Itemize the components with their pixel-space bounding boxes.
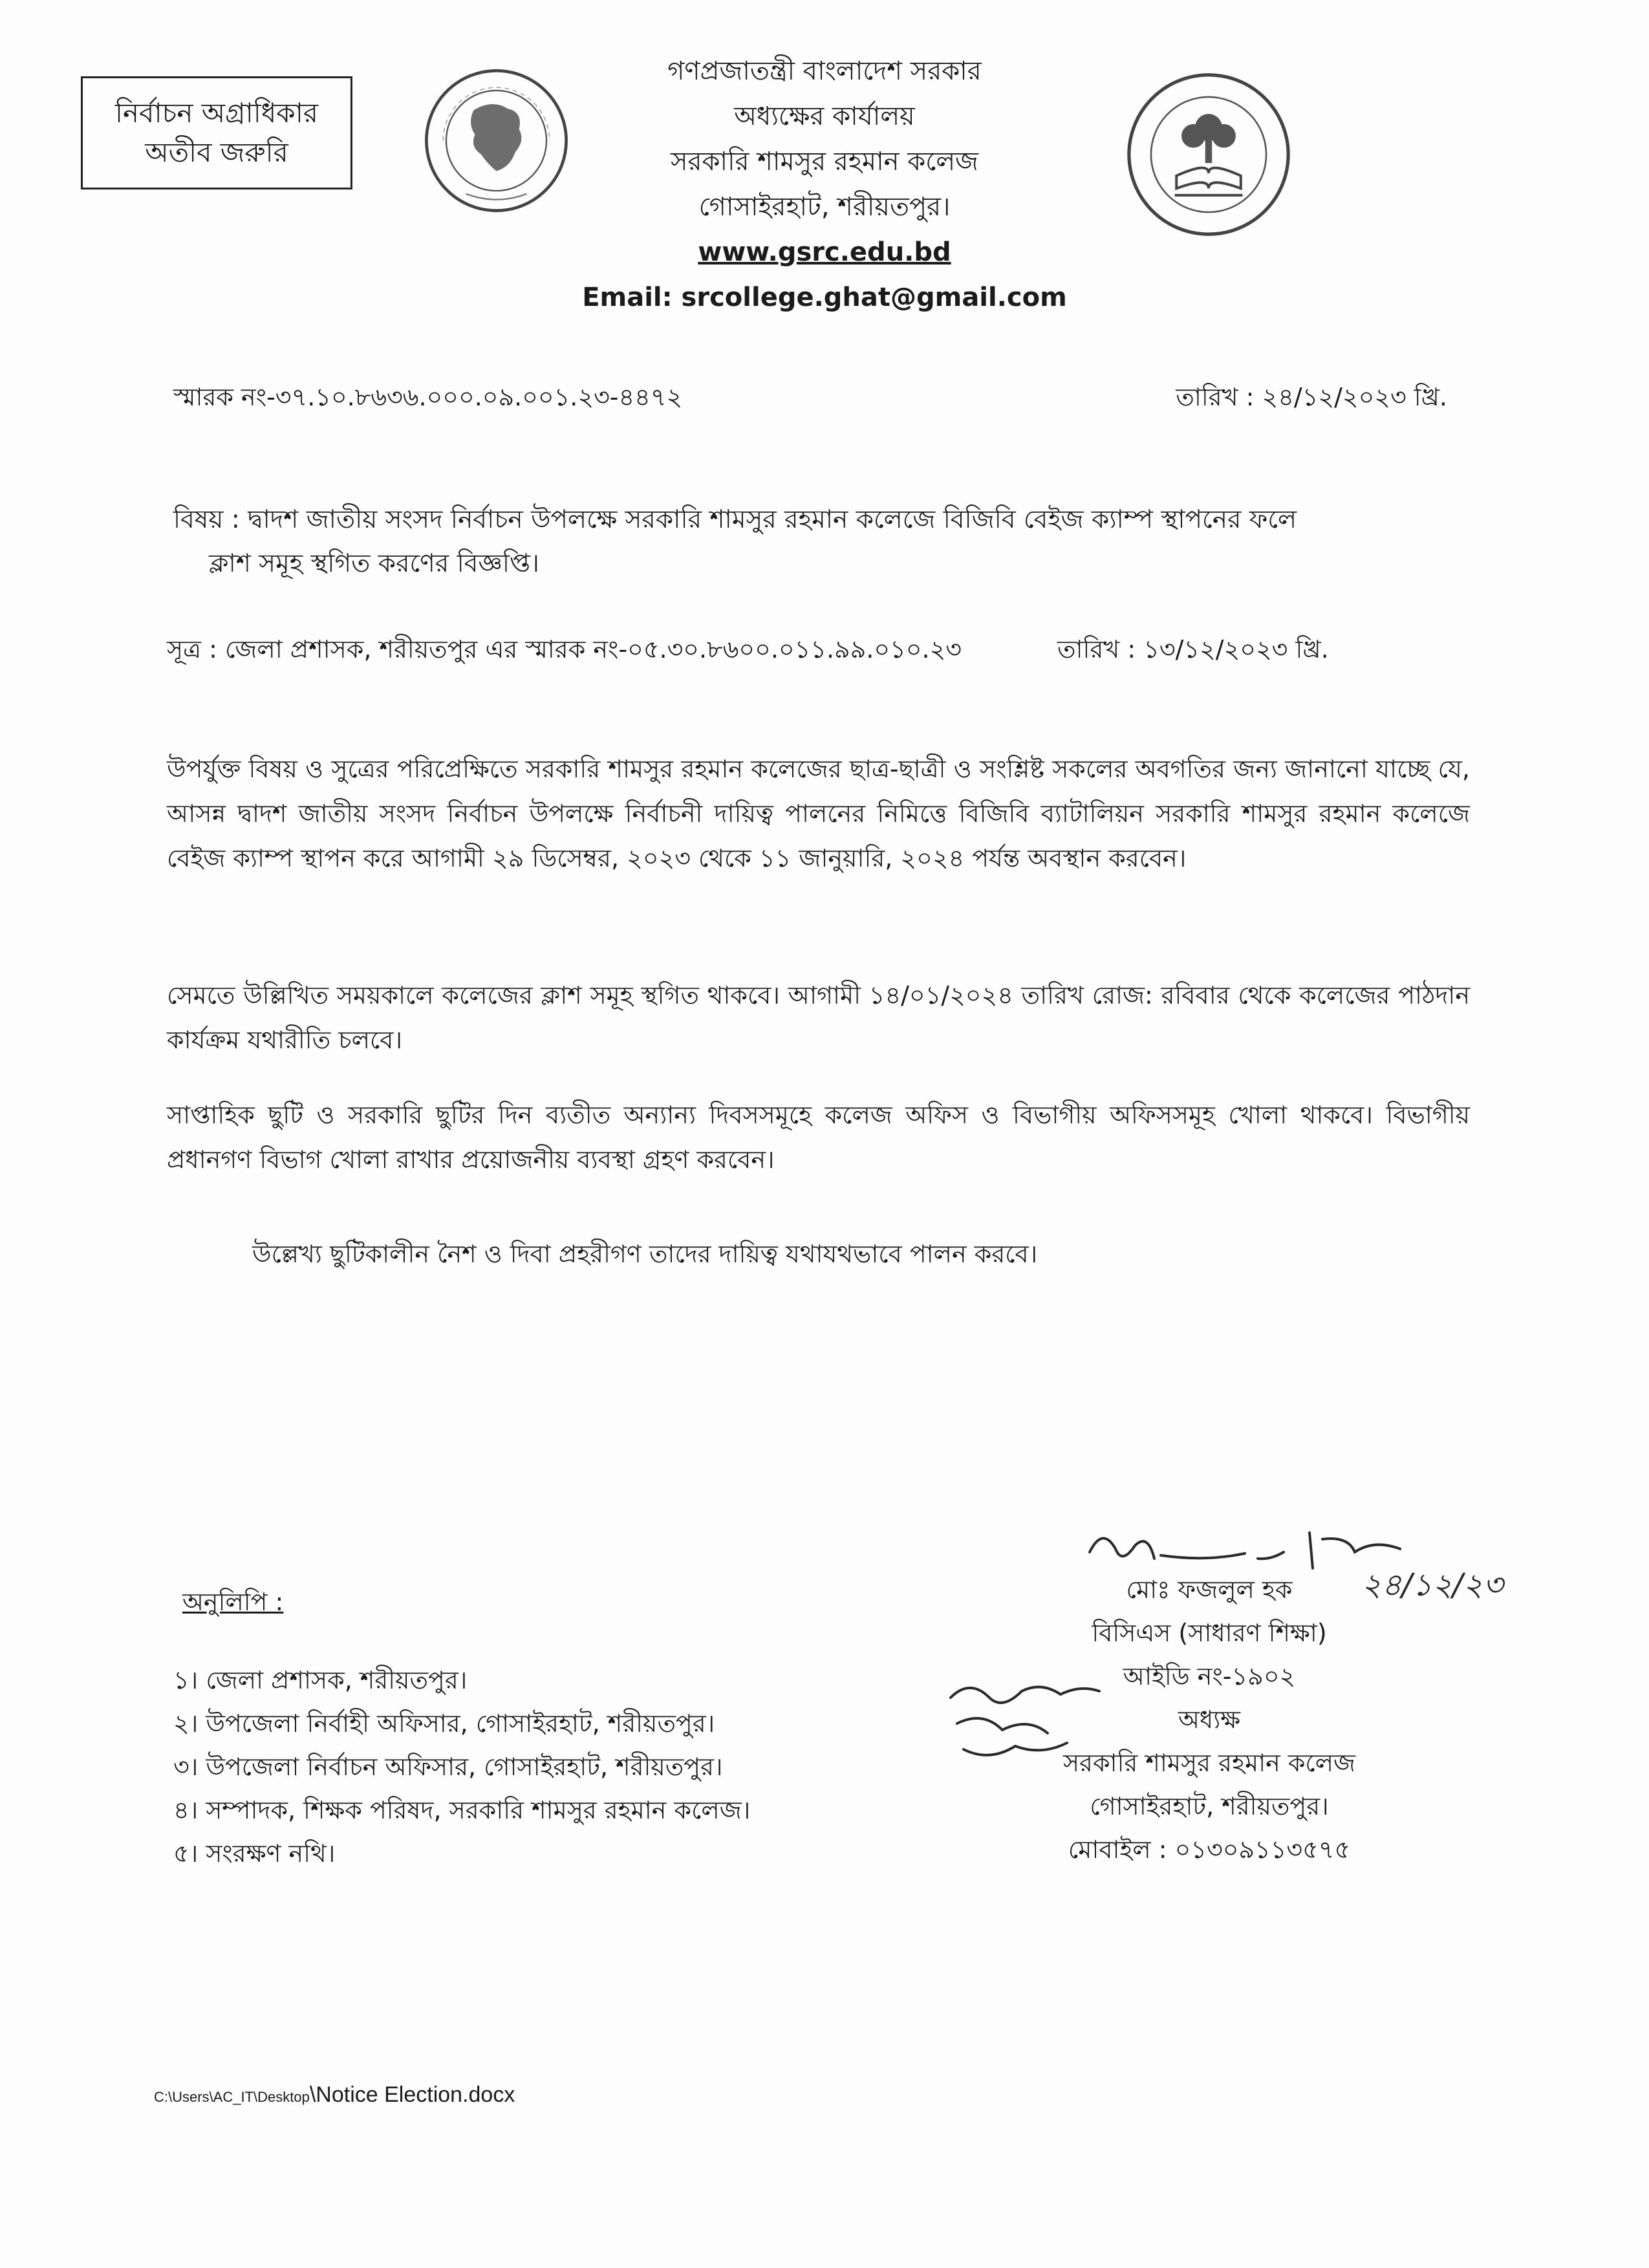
email-address: Email: srcollege.ghat@gmail.com: [582, 283, 1067, 312]
subject: [173, 498, 1480, 586]
list-item: ১। জেলা প্রশাসক, শরীয়তপুর।: [173, 1666, 468, 1694]
list-item: ৩। উপজেলা নির্বাচন অফিসার, গোসাইরহাট, শরীয়তপুর।: [173, 1753, 723, 1781]
signatory-institution: সরকারি শামসুর রহমান কলেজ: [1062, 1749, 1356, 1777]
signatory-service: বিসিএস (সাধারণ শিক্ষা): [1092, 1619, 1327, 1647]
list-item: ২। উপজেলা নির্বাহী অফিসার, গোসাইরহাট, শরীয়তপুর।: [173, 1709, 715, 1738]
source-reference: সূত্র : জেলা প্রশাসক, শরীয়তপুর এর স্মারক নং-০৫.৩০.৮৬০০.০১১.৯৯.০১০.২৩: [167, 635, 962, 664]
signatory-name: মোঃ ফজলুল হক: [1126, 1575, 1293, 1604]
priority-box: [81, 76, 352, 189]
signatory-designation: অধ্যক্ষ: [1178, 1705, 1240, 1734]
college-name: সরকারি শামসুর রহমান কলেজ: [671, 147, 978, 177]
list-item: ৫। সংরক্ষণ নথি।: [173, 1839, 336, 1868]
signatory-mobile: মোবাইল : ০১৩০৯১১৩৫৭৫: [1068, 1835, 1351, 1864]
subject-line-2: ক্লাশ সমূহ স্থগিত করণের বিজ্ঞপ্তি।: [209, 549, 539, 578]
signatory-location: গোসাইরহাট, শরীয়তপুর।: [1090, 1792, 1329, 1820]
body-paragraph-2: সেমতে উল্লিখিত সময়কালে কলেজের ক্লাশ সমূহ স্থগিত থাকবে। আগামী ১৪/০১/২০২৪ তারিখ রোজ: রবিবার থেকে কলেজের পাঠদান কার্যক্রম যথারীতি চলবে।: [167, 981, 1470, 1054]
file-directory: C:\Users\AC_IT\Desktop: [154, 2089, 310, 2105]
priority-line-2: অতীব জরুরি: [145, 136, 288, 168]
letterhead: [517, 49, 1132, 320]
handwritten-initial: [931, 1672, 1112, 1775]
list-item: ৪। সম্পাদক, শিক্ষক পরিষদ, সরকারি শামসুর রহমান কলেজ।: [173, 1796, 751, 1824]
copies-list: [173, 1659, 750, 1875]
memo-reference: স্মারক নং-৩৭.১০.৮৬৩৬.০০০.০৯.০০১.২৩-৪৪৭২: [173, 383, 683, 411]
file-path: [154, 2082, 515, 2108]
signatory-id: আইডি নং-১৯০২: [1123, 1662, 1296, 1690]
file-name: \Notice Election.docx: [309, 2082, 515, 2107]
government-name: গণপ্রজাতন্ত্রী বাংলাদেশ সরকার: [667, 56, 982, 86]
subject-line-1: বিষয় : দ্বাদশ জাতীয় সংসদ নির্বাচন উপলক্ষে সরকারি শামসুর রহমান কলেজে বিজিবি বেইজ ক্যাম্প স্থাপনের ফলে: [173, 505, 1297, 534]
source-date: তারিখ : ১৩/১২/২০২৩ খ্রি.: [1057, 635, 1329, 664]
college-emblem-icon: [1124, 70, 1293, 239]
handwritten-date-text: ২৪/১২/২৩: [1361, 1567, 1503, 1603]
office-name: অধ্যক্ষের কার্যালয়: [734, 102, 915, 131]
priority-line-1: নির্বাচন অগ্রাধিকার: [115, 96, 318, 129]
body-paragraph-4: উল্লেখ্য ছুটিকালীন নৈশ ও দিবা প্রহরীগণ তাদের দায়িত্ব যথাযথভাবে পালন করবে।: [252, 1240, 1038, 1268]
body-paragraph-3: সাপ্তাহিক ছুটি ও সরকারি ছুটির দিন ব্যতীত অন্যান্য দিবসসমূহে কলেজ অফিস ও বিভাগীয় অফিসসমূহ খোলা থাকবে। বিভাগীয় প্রধানগণ বিভাগ খোলা রাখার প্রয়োজনীয় ব্যবস্থা গ্রহণ করবেন।: [167, 1101, 1470, 1174]
copies-title: অনুলিপি :: [182, 1588, 284, 1616]
college-location: গোসাইরহাট, শরীয়তপুর।: [698, 192, 951, 222]
memo-date: তারিখ : ২৪/১২/২০২৩ খ্রি.: [1176, 383, 1447, 411]
body-paragraph-1: উপর্যুক্ত বিষয় ও সুত্রের পরিপ্রেক্ষিতে সরকারি শামসুর রহমান কলেজের ছাত্র-ছাত্রী ও সংশ্লিষ্ট সকলের অবগতির জন্য জানানো যাচ্ছে যে, আসন্ন দ্বাদশ জাতীয় সংসদ নির্বাচন উপলক্ষে নির্বাচনী দায়িত্ব পালনের নিমিত্তে বিজিবি ব্যাটালিয়ন সরকারি শামসুর রহমান কলেজে বেইজ ক্যাম্প স্থাপন করে আগামী ২৯ ডিসেম্বর, ২০২৩ থেকে ১১ জানুয়ারি, ২০২৪ পর্যন্ত অবস্থান করবেন।: [167, 755, 1470, 872]
website-link[interactable]: www.gsrc.edu.bd: [698, 237, 951, 267]
